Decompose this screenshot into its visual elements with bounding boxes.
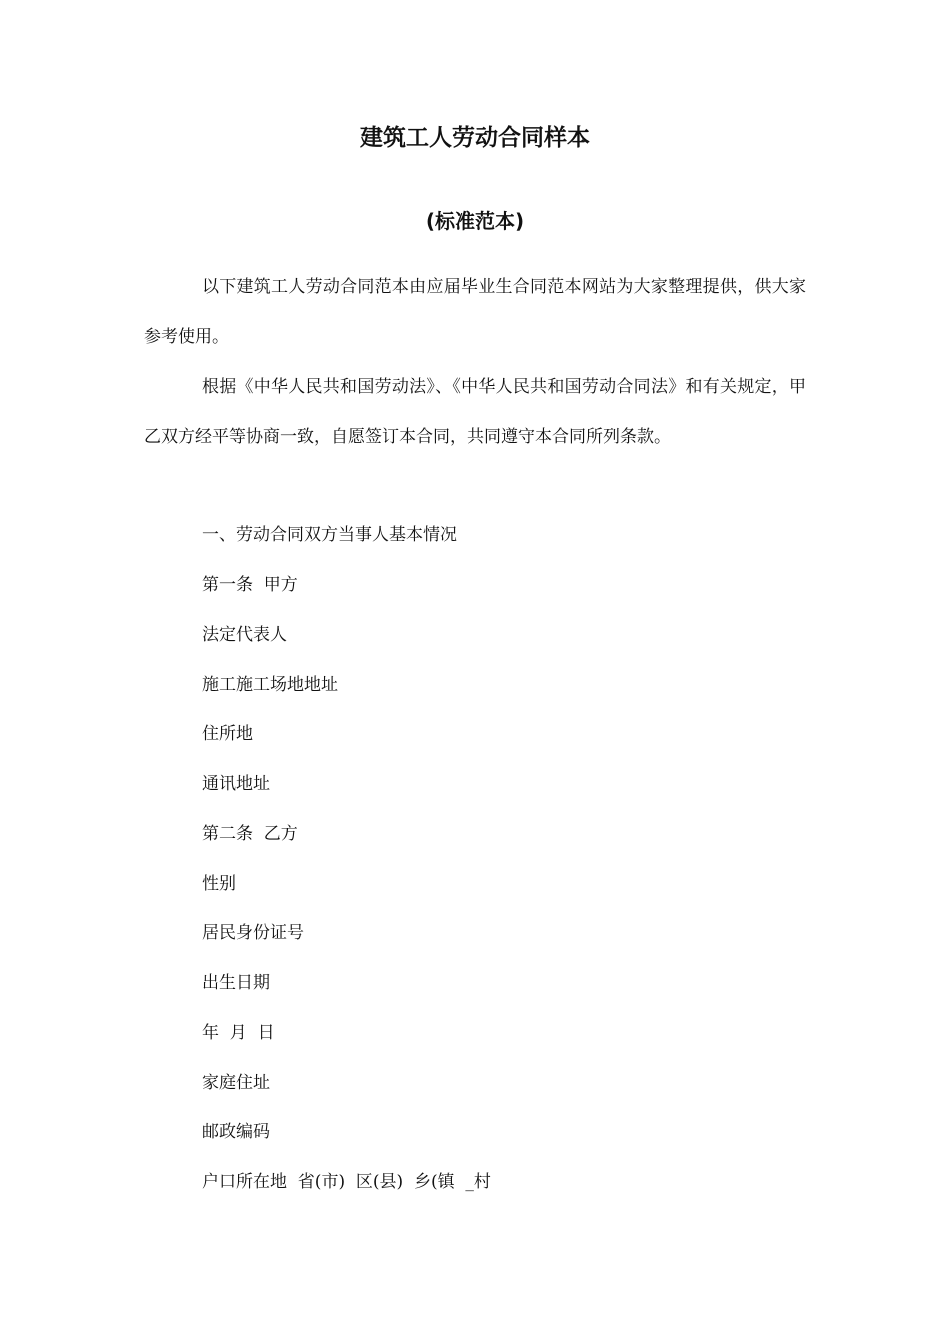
field-date-ymd: 年 月 日 [202,1023,275,1043]
field-birth-date: 出生日期 [202,973,270,993]
article-one-party-a: 第一条 甲方 [202,575,298,595]
intro-paragraph: 以下建筑工人劳动合同范本由应届毕业生合同范本网站为大家整理提供，供大家参考使用。 [144,277,806,347]
basis-paragraph: 根据《中华人民共和国劳动法》、《中华人民共和国劳动合同法》和有关规定，甲乙双方经平等协商一致，自愿签订本合同，共同遵守本合同所列条款。 [144,377,806,447]
field-legal-representative: 法定代表人 [202,625,287,645]
field-site-address: 施工施工场地地址 [202,675,338,695]
document-title: 建筑工人劳动合同样本 [360,125,590,151]
field-household-registration: 户口所在地 省(市) 区(县) 乡(镇 _村 [202,1172,491,1192]
article-two-party-b: 第二条 乙方 [202,824,298,844]
field-home-address: 家庭住址 [202,1073,270,1093]
document-subtitle: (标准范本) [425,209,525,233]
field-domicile: 住所地 [202,724,253,744]
section-heading-parties: 一、劳动合同双方当事人基本情况 [202,525,457,545]
field-id-number: 居民身份证号 [202,923,304,943]
field-gender: 性别 [202,874,236,894]
field-mailing-address: 通讯地址 [202,774,270,794]
field-postal-code: 邮政编码 [202,1122,270,1142]
